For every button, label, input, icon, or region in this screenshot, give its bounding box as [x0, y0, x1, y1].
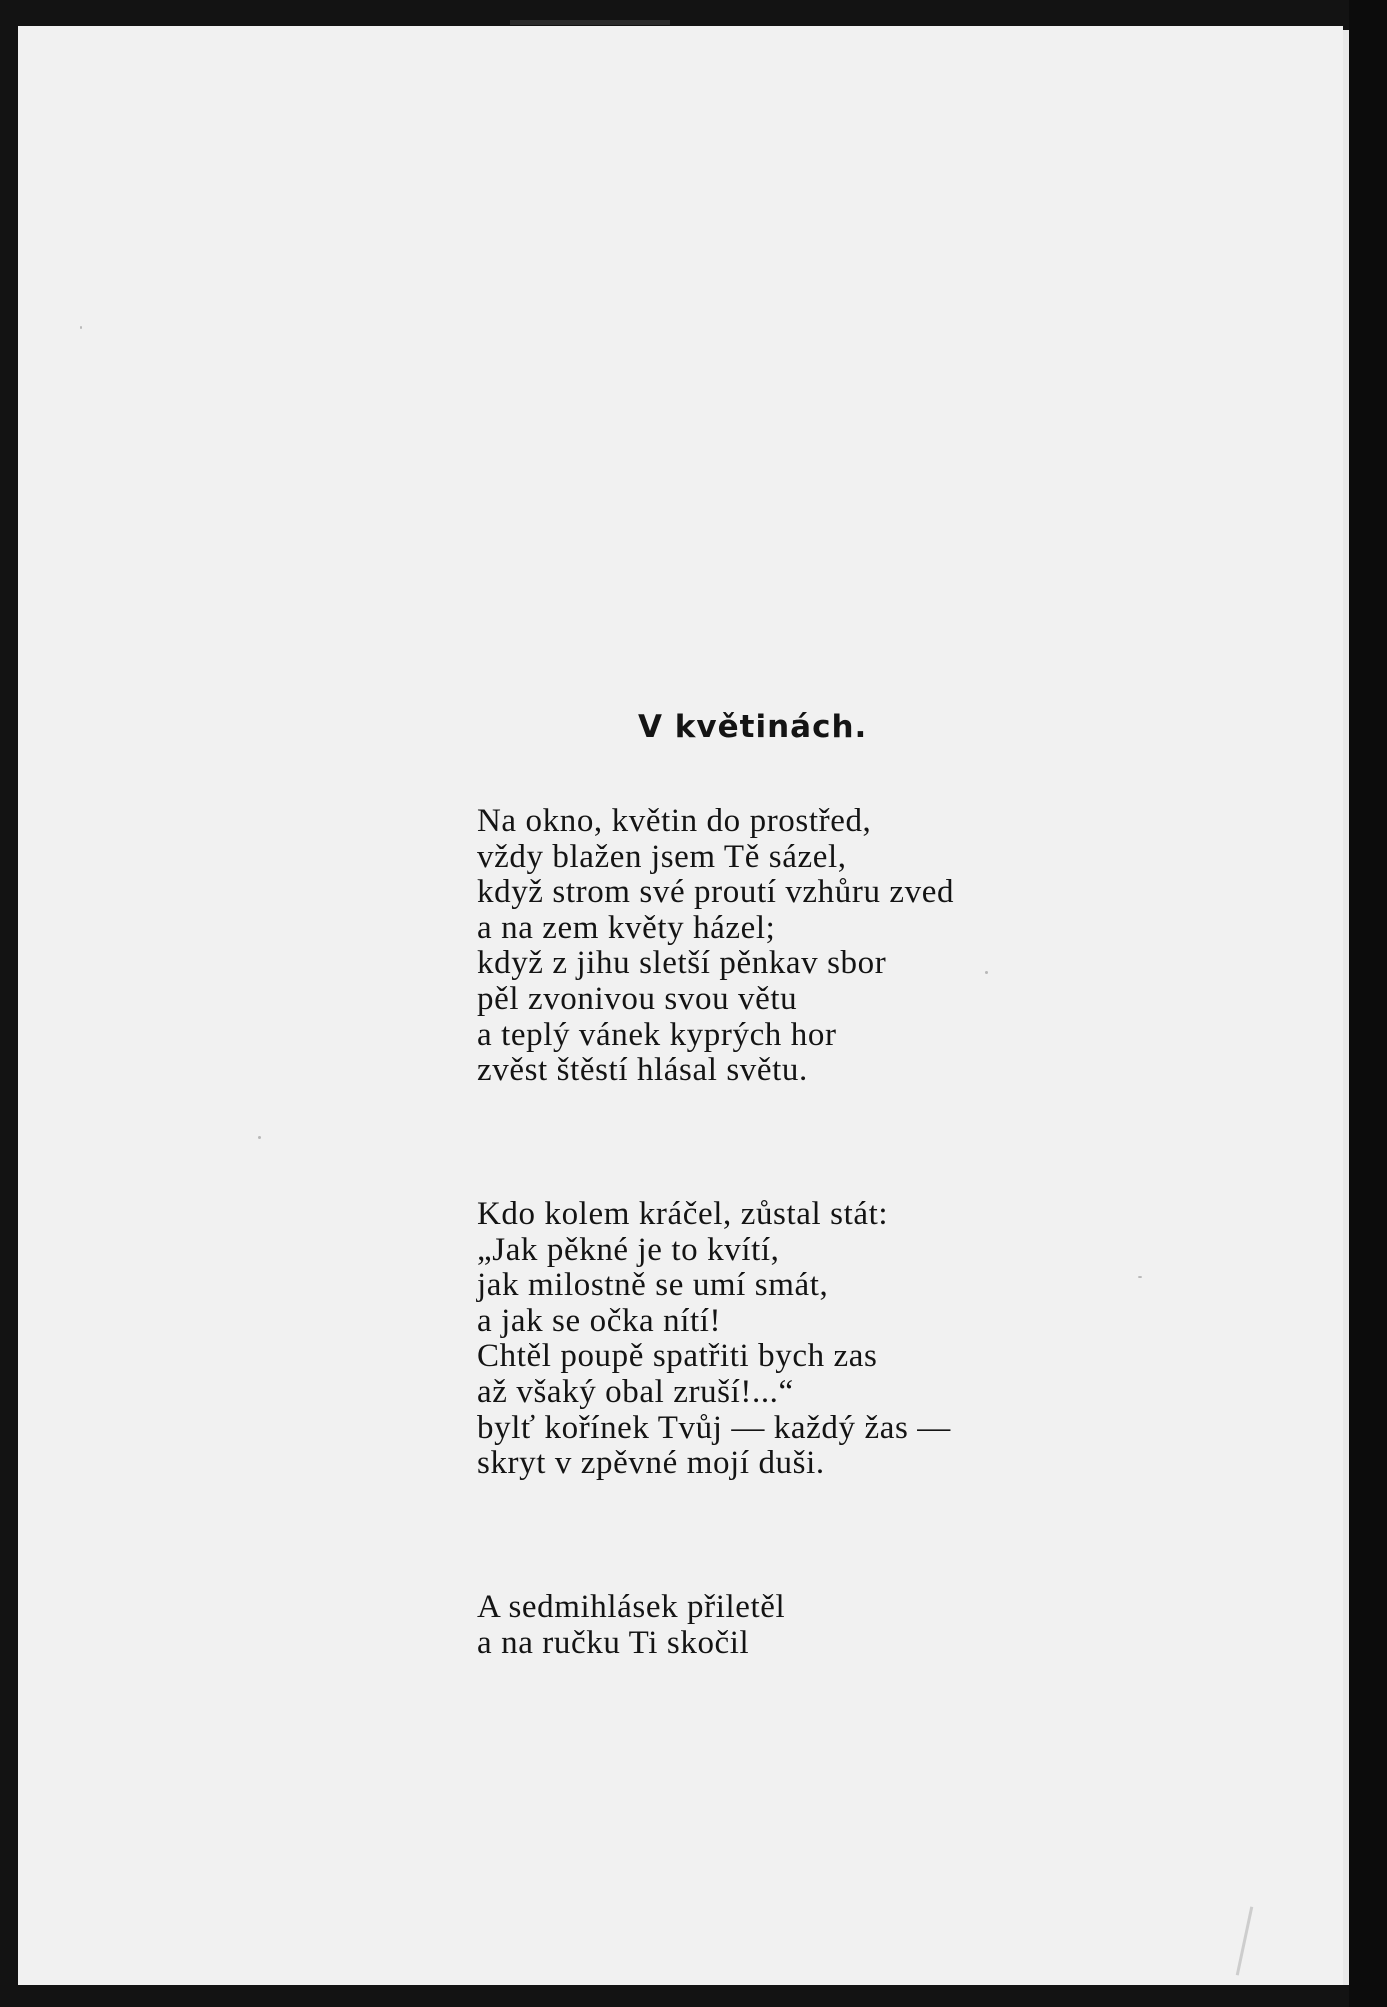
poem-line: až všaký obal zruší!...“ — [477, 1373, 794, 1410]
paper-speck — [80, 326, 82, 329]
paper-speck — [985, 971, 988, 974]
poem-line: vždy blažen jsem Tě sázel, — [477, 838, 847, 875]
poem-line: skryt v zpěvné mojí duši. — [477, 1445, 825, 1482]
poem-line: a jak se očka nítí! — [477, 1302, 722, 1339]
paper-page — [18, 26, 1343, 1985]
poem-line: když strom své proutí vzhůru zved — [477, 874, 955, 911]
poem-line: A sedmihlásek přiletěl — [477, 1589, 786, 1625]
poem-line: jak milostně se umí smát, — [477, 1267, 829, 1304]
stanza-1 — [477, 804, 954, 1089]
poem — [18, 26, 1343, 1985]
stanza-3 — [477, 1590, 785, 1661]
poem-line: Kdo kolem kráčel, zůstal stát: — [477, 1196, 889, 1232]
poem-line: a na ručku Ti skočil — [477, 1624, 750, 1661]
poem-line: pěl zvonivou svou větu — [477, 980, 798, 1017]
poem-title: V květinách. — [638, 709, 868, 745]
poem-line: Na okno, květin do prostřed, — [477, 803, 872, 839]
poem-line: zvěst štěstí hlásal světu. — [477, 1052, 808, 1089]
paper-speck — [1138, 1276, 1142, 1278]
poem-line: „Jak pěkné je to kvítí, — [477, 1231, 780, 1268]
poem-line: když z jihu sletší pěnkav sbor — [477, 945, 887, 982]
poem-line: Chtěl poupě spatřiti bych zas — [477, 1338, 878, 1375]
stanza-2 — [477, 1197, 951, 1482]
poem-line: bylť kořínek Tvůj — každý žas — — [477, 1409, 951, 1446]
poem-line: a na zem květy házel; — [477, 909, 776, 946]
paper-speck — [258, 1136, 261, 1139]
poem-line: a teplý vánek kyprých hor — [477, 1016, 837, 1053]
page-top-edge-line — [510, 20, 670, 25]
scan-right-border — [1349, 0, 1387, 2007]
